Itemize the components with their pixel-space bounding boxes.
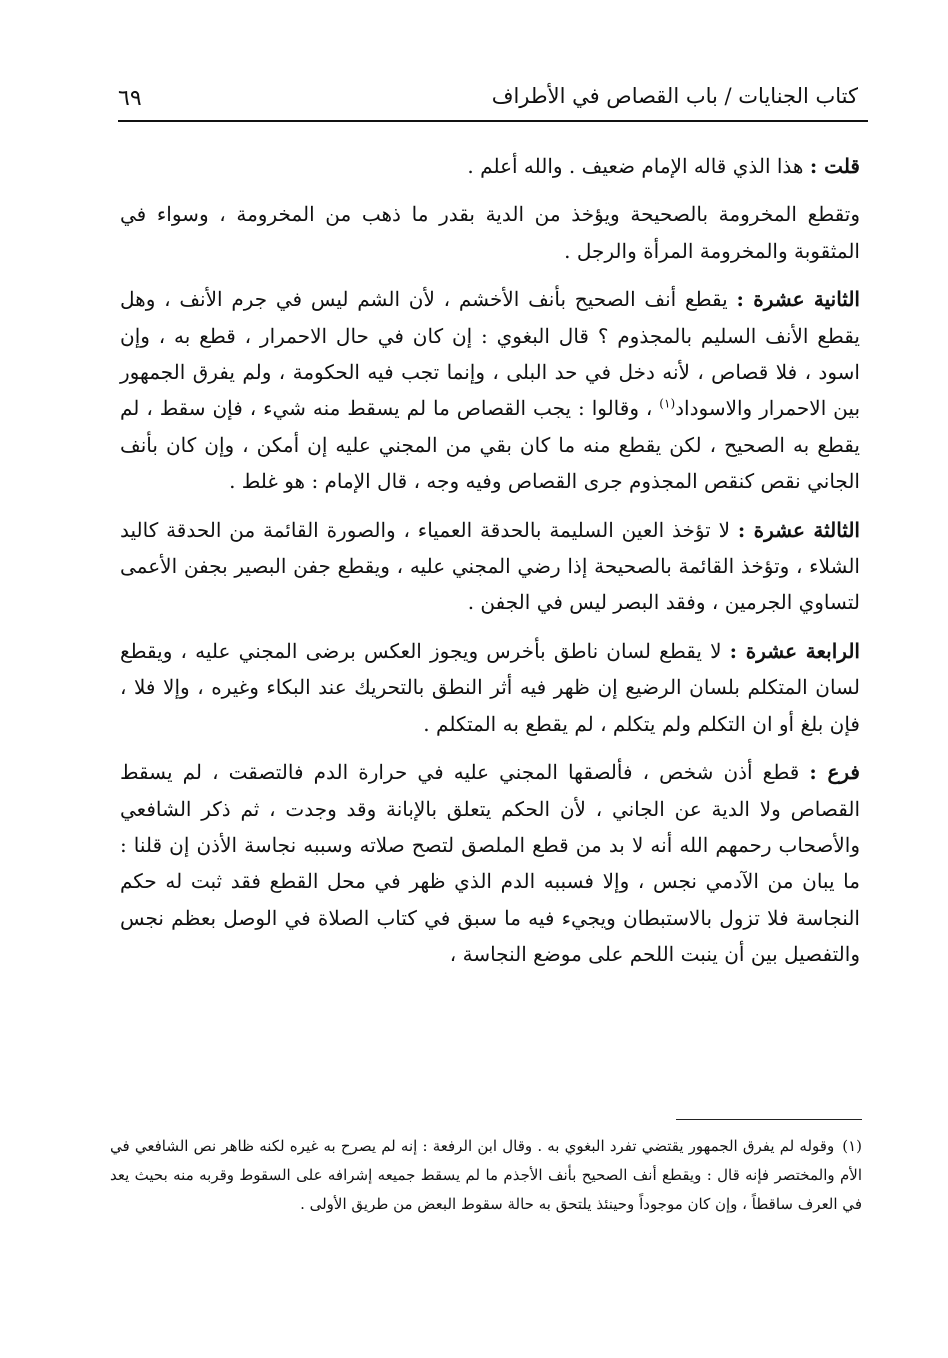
paragraph-text-continued: ، وقالوا : يجب القصاص ما لم يسقط منه شيء ، فإن سقط ، لم يقطع به الصحيح ، لكن يقطع منه ما كان بقي من المجني عليه إن أمكن ، وإن كان بأنف الجاني نقص كنقص المجذوم جرى القصاص وفيه وجه ، قال الإمام : هو غلط . bbox=[120, 396, 860, 494]
paragraph-lead: قلت : bbox=[809, 154, 860, 178]
page-number: ٦٩ bbox=[118, 86, 142, 111]
paragraph-text: يقطع أنف الصحيح بأنف الأخشم ، لأن الشم ليس في جرم الأنف ، وهل يقطع الأنف السليم بالمجذوم ؟ قال البغوي : إن كان في حال الاحمرار ، قطع به ، وإن اسود ، فلا قصاص ، لأنه دخل في حد البلى ، وإنما تجب فيه الحكومة ، ولم يفرق الجمهور بين الاحمرار والاسوداد bbox=[120, 287, 861, 421]
paragraph-twelfth bbox=[120, 281, 860, 499]
running-header bbox=[118, 80, 858, 124]
paragraph-fourteenth bbox=[120, 633, 860, 742]
paragraph-text: وتقطع المخرومة بالصحيحة ويؤخذ من الدية بقدر ما ذهب من المخرومة ، وسواء في المثقوبة والمخرومة المرأة والرجل . bbox=[120, 202, 860, 263]
paragraph-text: لا تؤخذ العين السليمة بالحدقة العمياء ، والصورة القائمة من الحدقة كاليد الشلاء ، وتؤخذ القائمة بالصحيحة إذا رضي المجني عليه ، ويقطع جفن البصير بجفن الأعمى لتساوي الجرمين ، وفقد البصر ليس في الجفن . bbox=[120, 517, 860, 615]
paragraph-text: هذا الذي قاله الإمام ضعيف . والله أعلم . bbox=[467, 154, 810, 178]
footnote bbox=[110, 1132, 862, 1219]
header-rule bbox=[118, 120, 868, 122]
header-title: كتاب الجنايات / باب القصاص في الأطراف bbox=[491, 84, 858, 108]
footnote-separator bbox=[676, 1119, 862, 1120]
footnote-reference[interactable]: (١) bbox=[659, 396, 676, 411]
paragraph-thirteenth bbox=[120, 512, 860, 621]
footnote-number: (١) bbox=[842, 1137, 862, 1155]
paragraph-lead: الرابعة عشرة : bbox=[729, 638, 860, 663]
paragraph-lead: فرع : bbox=[809, 760, 860, 785]
paragraph-branch bbox=[120, 754, 860, 972]
paragraph-text: قطع أذن شخص ، فألصقها المجني عليه في حرارة الدم فالتصقت ، لم يسقط القصاص ولا الدية عن الجاني ، لأن الحكم يتعلق بالإبانة وقد وجدت ، ثم ذكر الشافعي والأصحاب رحمهم الله أنه لا بد من قطع الملصق لتصح صلاته وسببه نجاسة الأذن إن قلنا : ما يبان من الآدمي نجس ، وإلا فسببه الدم الذي ظهر في محل القطع فقد ثبت له حكم النجاسة فلا تزول بالاستبطان ويجيء فيه ما سبق في كتاب الصلاة في الوصل بعظم نجس والتفصيل بين أن ينبت اللحم على موضع النجاسة ، bbox=[120, 760, 860, 967]
paragraph-lead: الثالثة عشرة : bbox=[737, 517, 860, 542]
paragraph-lead: الثانية عشرة : bbox=[736, 287, 860, 312]
paragraph-torn-ear bbox=[120, 196, 860, 269]
paragraph-text: لا يقطع لسان ناطق بأخرس ويجوز العكس برضى المجني عليه ، ويقطع لسان المتكلم بلسان الرضيع إن ظهر فيه أثر النطق بالتحريك عند البكاء وغيره ، وإلا فلا ، فإن بلغ أو ان التكلم ولم يتكلم ، لم يقطع به المتكلم . bbox=[120, 638, 860, 736]
paragraph-note bbox=[120, 148, 860, 184]
main-text bbox=[120, 148, 860, 985]
footnote-text: وقوله لم يفرق الجمهور يقتضي تفرد البغوي به . وقال ابن الرفعة : إنه لم يصرح به غيره لكنه ظاهر نص الشافعي في الأم والمختصر فإنه قال : ويقطع أنف الصحيح بأنف الأجذم ما لم يسقط جميعه إشرافه على السقوط وقربه منه بحيث يعد في العرف ساقطاً ، وإن كان موجوداً وحينئذ يلتحق به حالة سقوط البعض من طريق الأولى . bbox=[110, 1137, 862, 1213]
